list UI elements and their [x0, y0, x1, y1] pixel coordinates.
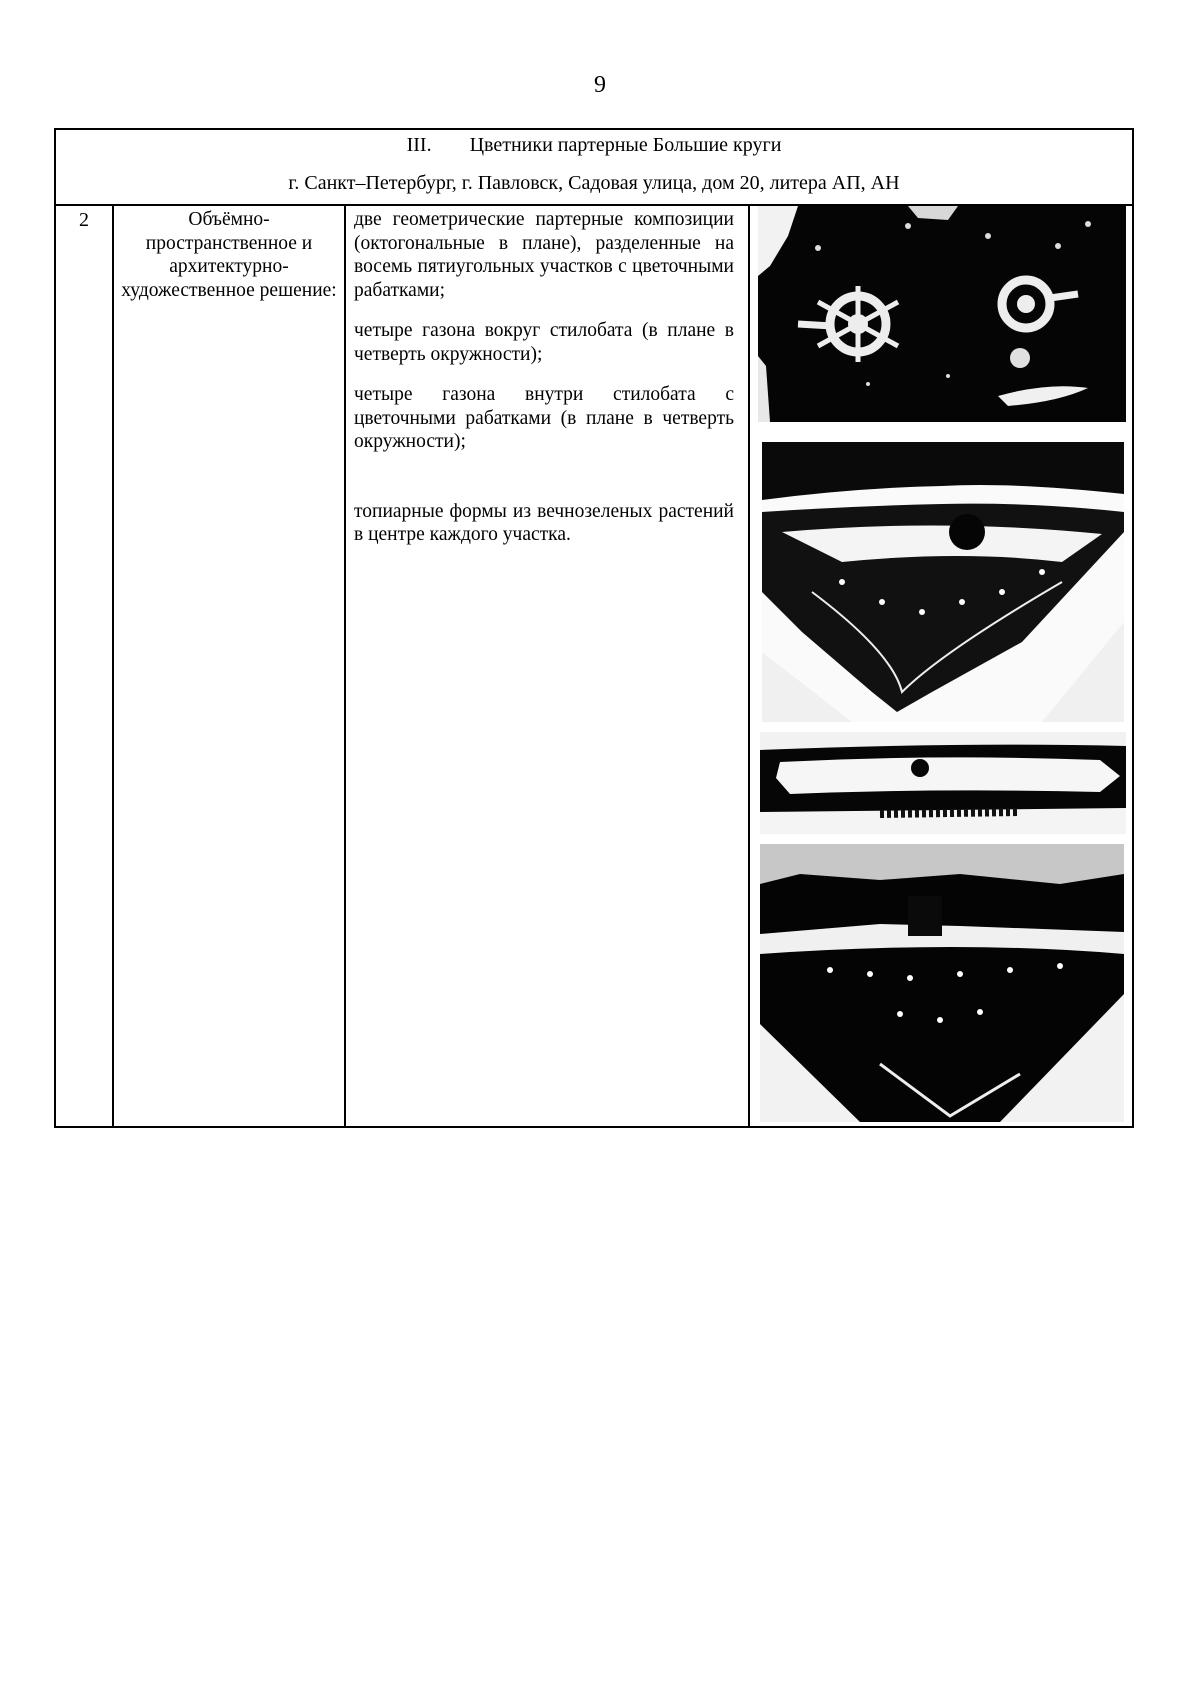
parterre-panorama-photo [760, 732, 1126, 834]
page-number: 9 [594, 72, 606, 98]
parterre-topiary-photo [760, 844, 1124, 1122]
row-parameter: Объёмно-пространственное и архитектурно-художественное решение: [121, 209, 337, 301]
description-item: две геометрические партерные композиции (октогональные в плане), разделенные на восемь пятиугольных участков с цветочными рабатками; [354, 209, 734, 301]
document-table [54, 128, 1134, 1128]
table-header [56, 130, 1132, 206]
column-divider [344, 206, 346, 1126]
section-title-text: Цветники партерные Большие круги [469, 134, 782, 156]
description-item: топиарные формы из вечнозеленых растений в центре каждого участка. [354, 500, 734, 545]
section-number: III. [406, 134, 432, 156]
section-address: г. Санкт–Петербург, г. Павловск, Садовая улица, дом 20, литера АП, АН [288, 172, 900, 194]
row-description [354, 208, 734, 547]
column-divider [748, 206, 750, 1126]
parterre-aerial-photo [758, 206, 1126, 422]
description-item: четыре газона внутри стилобата с цветочными рабатками (в плане в четверть окружности); [354, 384, 734, 452]
row-index: 2 [79, 209, 89, 231]
column-divider [112, 206, 114, 1126]
section-title [56, 132, 1132, 158]
description-item: четыре газона вокруг стилобата (в плане в четверть окружности); [354, 320, 734, 365]
parterre-flowerbed-photo [762, 442, 1124, 722]
